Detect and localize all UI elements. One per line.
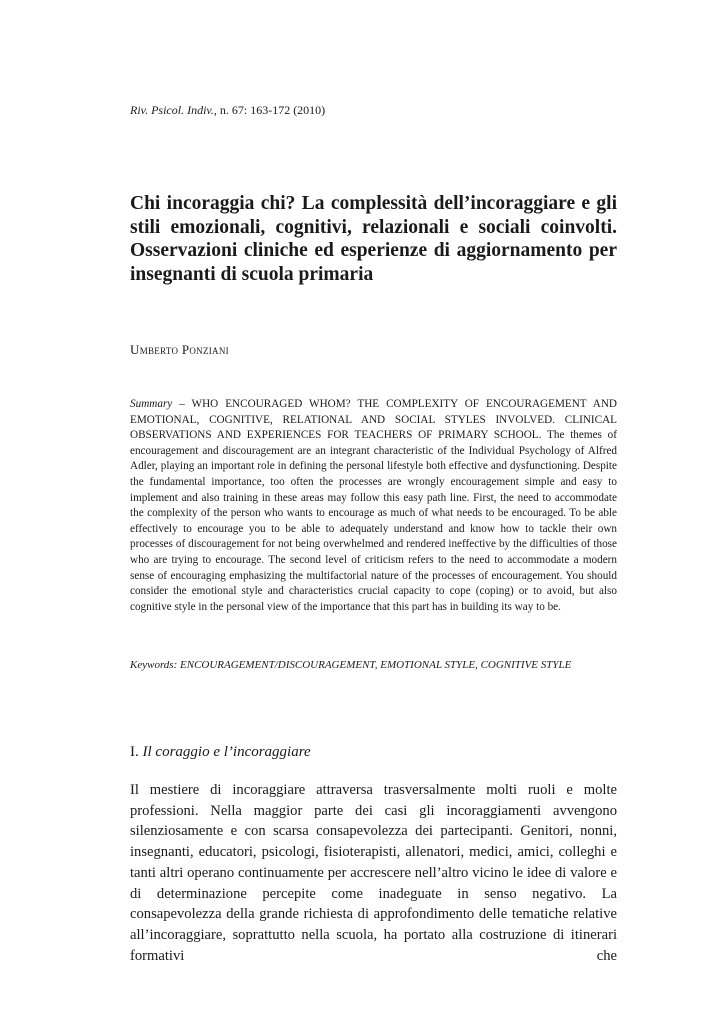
body-paragraph: Il mestiere di incoraggiare attraversa trasversalmente molti ruoli e molte professioni. Nella maggior parte dei casi gli incoraggiamenti avvengono silenziosamente e con scarsa consapevolezza dei partecipanti. Genitori, nonni, insegnanti, educatori, psicologi, fisioterapisti, allenatori, medici, amici, colleghi e tanti altri operano continuamente per accrescere nell’altro vicino le idee di valore e di determinazione percepite come inadeguate in senso negativo. La consapevolezza della grande richiesta di approfondimento delle tematiche relative all’incoraggiare, soprattutto nella scuola, ha portato alla costruzione di itinerari formativi che bbox=[130, 782, 617, 964]
keywords-text: : ENCOURAGEMENT/DISCOURAGEMENT, EMOTIONAL STYLE, COGNITIVE STYLE bbox=[173, 659, 572, 671]
journal-name: Riv. Psicol. Indiv. bbox=[130, 103, 214, 117]
summary-text: – WHO ENCOURAGED WHOM? THE COMPLEXITY OF ENCOURAGEMENT AND EMOTIONAL, COGNITIVE, RELATIONAL AND SOCIAL STYLES INVOLVED. CLINICAL OBSERVATIONS AND EXPERIENCES FOR TEACHERS OF PRIMARY SCHOOL. The themes of encouragement and discouragement are an integrant characteristic of the Individual Psychology of Alfred Adler, playing an important role in defining the personal lifestyle both effective and dysfunctioning. Despite the fundamental importance, too often the processes are wrongly encouragement simple and easy to implement and also training in these areas may follow this easy path line. First, the need to accommodate the complexity of the person who wants to encourage as much of what needs to be encouraged. To be able effectively to encourage you to be able to adequately understand and know how to tackle their own processes of discouragement for not being overwhelmed and rendered ineffective by the difficulties of those who are trying to encourage. The second level of criticism refers to the need to accommodate a modern sense of encouraging emphasizing the multifactorial nature of the processes of encouragement. You should consider the emotional style and characteristics crucial capacity to cope (coping) or to avoid, but also cognitive style in the personal view of the importance that this part has in building its way to be. bbox=[130, 398, 617, 613]
journal-citation bbox=[130, 103, 325, 118]
summary-label: Summary bbox=[130, 398, 173, 410]
keywords-label: Keywords bbox=[130, 659, 174, 671]
author-name: Umberto Ponziani bbox=[130, 342, 229, 357]
section-number: I. bbox=[130, 744, 143, 760]
keywords-line bbox=[130, 659, 620, 671]
section-title: Il coraggio e l’incoraggiare bbox=[142, 744, 311, 760]
article-title: Chi incoraggia chi? La complessità dell’incoraggiare e gli stili emozionali, cognitivi, relazionali e sociali coinvolti. Osservazioni cliniche ed esperienze di aggiornamento per insegnanti di scuola primaria bbox=[130, 193, 617, 285]
summary-paragraph bbox=[130, 397, 617, 615]
section-heading bbox=[130, 744, 311, 761]
citation-details: , n. 67: 163-172 (2010) bbox=[213, 103, 326, 117]
